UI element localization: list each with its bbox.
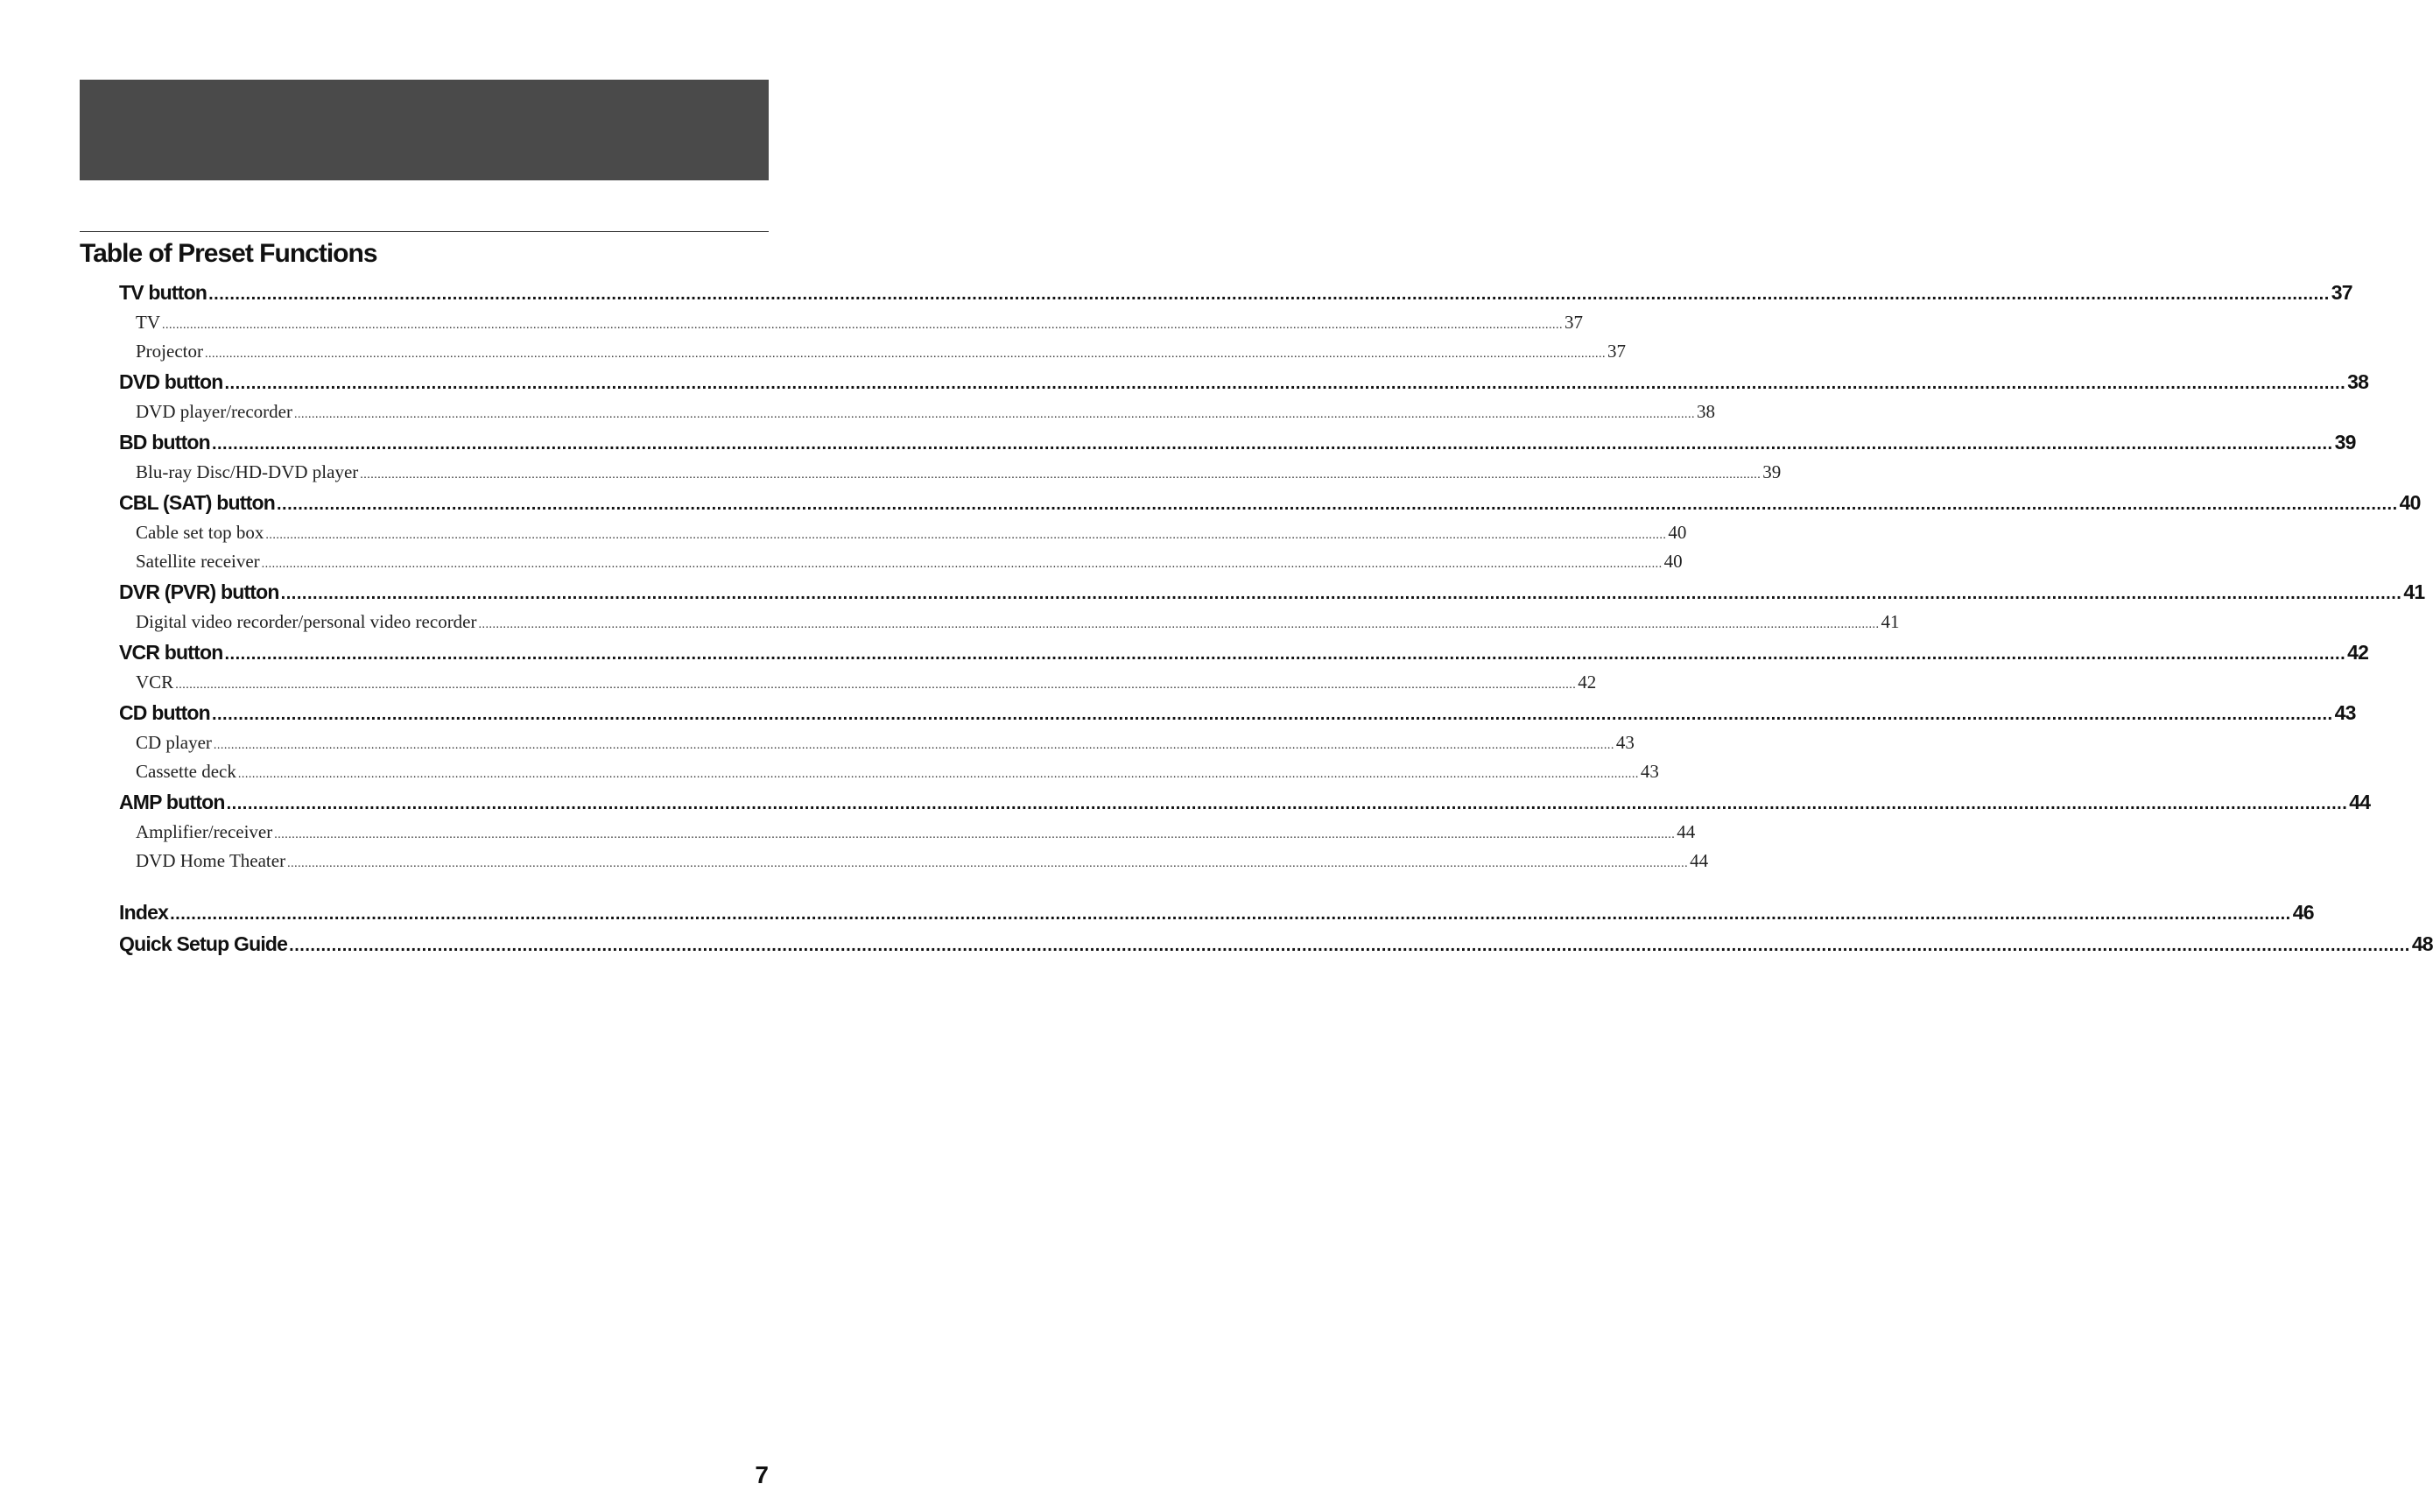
toc-gap bbox=[119, 876, 769, 897]
toc-subentry[interactable] bbox=[119, 818, 1696, 847]
toc-page-number: 44 bbox=[1690, 850, 1709, 871]
toc-leader-dots: ................................................................................................................................................................................................................................................................................................................................................................................................................ bbox=[478, 618, 1880, 631]
toc-leader-dots: ................................................................................................................................................................................................................................................................................................................................................................................................................ bbox=[208, 285, 2330, 304]
toc-leader-dots: ................................................................................................................................................................................................................................................................................................................................................................................................................ bbox=[360, 468, 1761, 482]
section-title: Table of Preset Functions bbox=[80, 239, 377, 268]
toc-entry[interactable] bbox=[119, 928, 2433, 960]
toc-entry-label: Index bbox=[119, 901, 169, 924]
toc-page-number: 42 bbox=[1578, 672, 1597, 693]
toc-page-number: 40 bbox=[1668, 522, 1687, 543]
toc-leader-dots: ................................................................................................................................................................................................................................................................................................................................................................................................................ bbox=[287, 857, 1689, 870]
toc-entry-label: Cassette deck bbox=[136, 761, 236, 782]
toc-leader-dots: ................................................................................................................................................................................................................................................................................................................................................................................................................ bbox=[276, 495, 2398, 514]
toc-page-number: 41 bbox=[1881, 611, 1900, 632]
toc-leader-dots: ................................................................................................................................................................................................................................................................................................................................................................................................................ bbox=[265, 529, 1667, 542]
toc-leader-dots: ................................................................................................................................................................................................................................................................................................................................................................................................................ bbox=[289, 936, 2410, 955]
toc-page-number: 37 bbox=[1565, 312, 1583, 333]
toc-page-number: 43 bbox=[1615, 732, 1635, 753]
toc-entry-label: VCR button bbox=[119, 641, 223, 664]
toc-entry[interactable] bbox=[119, 897, 2314, 928]
toc-leader-dots: ................................................................................................................................................................................................................................................................................................................................................................................................................ bbox=[170, 904, 2291, 924]
toc-entry[interactable] bbox=[119, 426, 2356, 458]
toc-entry[interactable] bbox=[119, 697, 2356, 728]
toc-subentry[interactable] bbox=[119, 458, 1782, 487]
toc-leader-dots: ................................................................................................................................................................................................................................................................................................................................................................................................................ bbox=[294, 408, 1695, 421]
toc-entry-label: Cable set top box bbox=[136, 522, 264, 543]
toc-entry-label: Quick Setup Guide bbox=[119, 932, 288, 955]
toc-entry[interactable] bbox=[119, 576, 2425, 608]
header-band bbox=[80, 80, 769, 180]
toc-leader-dots: ................................................................................................................................................................................................................................................................................................................................................................................................................ bbox=[280, 584, 2402, 603]
toc-page-number: 40 bbox=[2399, 491, 2421, 514]
toc-leader-dots: ................................................................................................................................................................................................................................................................................................................................................................................................................ bbox=[211, 434, 2333, 454]
toc-entry[interactable] bbox=[119, 487, 2421, 518]
toc-subentry[interactable] bbox=[119, 847, 1709, 876]
toc-subentry[interactable] bbox=[119, 518, 1687, 547]
toc-entry-label: DVD button bbox=[119, 370, 223, 393]
table-of-contents bbox=[119, 277, 2433, 960]
toc-entry-label: Digital video recorder/personal video recorder bbox=[136, 611, 477, 632]
toc-entry-label: TV bbox=[136, 312, 160, 333]
toc-entry-label: AMP button bbox=[119, 791, 225, 813]
toc-subentry[interactable] bbox=[119, 547, 1683, 576]
toc-subentry[interactable] bbox=[119, 608, 1900, 636]
toc-entry[interactable] bbox=[119, 636, 2369, 668]
toc-entry-label: Blu-ray Disc/HD-DVD player bbox=[136, 461, 359, 482]
toc-page-number: 38 bbox=[1697, 401, 1715, 422]
toc-leader-dots: ................................................................................................................................................................................................................................................................................................................................................................................................................ bbox=[224, 644, 2346, 664]
toc-entry-label: DVD player/recorder bbox=[136, 401, 292, 422]
toc-subentry[interactable] bbox=[119, 668, 1597, 697]
toc-entry-label: CBL (SAT) button bbox=[119, 491, 275, 514]
toc-page-number: 37 bbox=[2331, 281, 2352, 304]
section-rule bbox=[80, 231, 769, 232]
toc-entry[interactable] bbox=[119, 277, 2352, 308]
toc-page-number: 44 bbox=[2349, 791, 2371, 813]
toc-page-number: 43 bbox=[1640, 761, 1659, 782]
toc-leader-dots: ................................................................................................................................................................................................................................................................................................................................................................................................................ bbox=[261, 558, 1663, 571]
toc-leader-dots: ................................................................................................................................................................................................................................................................................................................................................................................................................ bbox=[226, 794, 2348, 813]
toc-page-number: 39 bbox=[1762, 461, 1782, 482]
toc-entry-label: Amplifier/receiver bbox=[136, 821, 273, 842]
toc-leader-dots: ................................................................................................................................................................................................................................................................................................................................................................................................................ bbox=[224, 374, 2346, 393]
toc-page-number: 37 bbox=[1607, 341, 1626, 362]
toc-entry-label: CD player bbox=[136, 732, 212, 753]
toc-entry-label: VCR bbox=[136, 672, 174, 693]
toc-leader-dots: ................................................................................................................................................................................................................................................................................................................................................................................................................ bbox=[204, 348, 1606, 361]
toc-page-number: 43 bbox=[2334, 701, 2356, 724]
toc-page-number: 44 bbox=[1677, 821, 1696, 842]
toc-subentry[interactable] bbox=[119, 308, 1583, 337]
toc-leader-dots: ................................................................................................................................................................................................................................................................................................................................................................................................................ bbox=[211, 705, 2333, 724]
toc-page-number: 40 bbox=[1663, 551, 1683, 572]
toc-leader-dots: ................................................................................................................................................................................................................................................................................................................................................................................................................ bbox=[274, 828, 1676, 841]
toc-page-number: 46 bbox=[2292, 901, 2314, 924]
toc-page-number: 39 bbox=[2334, 431, 2356, 454]
toc-subentry[interactable] bbox=[119, 757, 1659, 786]
toc-subentry[interactable] bbox=[119, 397, 1715, 426]
toc-page-number: 42 bbox=[2347, 641, 2369, 664]
toc-subentry[interactable] bbox=[119, 337, 1626, 366]
toc-leader-dots: ................................................................................................................................................................................................................................................................................................................................................................................................................ bbox=[237, 768, 1639, 781]
page-number: 7 bbox=[755, 1461, 769, 1488]
toc-subentry[interactable] bbox=[119, 728, 1635, 757]
toc-entry-label: DVR (PVR) button bbox=[119, 580, 279, 603]
toc-leader-dots: ................................................................................................................................................................................................................................................................................................................................................................................................................ bbox=[162, 319, 1563, 332]
toc-page-number: 41 bbox=[2403, 580, 2425, 603]
toc-leader-dots: ................................................................................................................................................................................................................................................................................................................................................................................................................ bbox=[213, 739, 1614, 752]
toc-entry-label: Satellite receiver bbox=[136, 551, 260, 572]
toc-entry[interactable] bbox=[119, 786, 2371, 818]
toc-entry-label: Projector bbox=[136, 341, 203, 362]
toc-leader-dots: ................................................................................................................................................................................................................................................................................................................................................................................................................ bbox=[175, 679, 1577, 692]
toc-page-number: 38 bbox=[2347, 370, 2369, 393]
toc-entry-label: BD button bbox=[119, 431, 210, 454]
toc-page-number: 48 bbox=[2411, 932, 2433, 955]
toc-entry-label: DVD Home Theater bbox=[136, 850, 286, 871]
toc-entry-label: TV button bbox=[119, 281, 207, 304]
toc-entry-label: CD button bbox=[119, 701, 210, 724]
toc-entry[interactable] bbox=[119, 366, 2369, 397]
